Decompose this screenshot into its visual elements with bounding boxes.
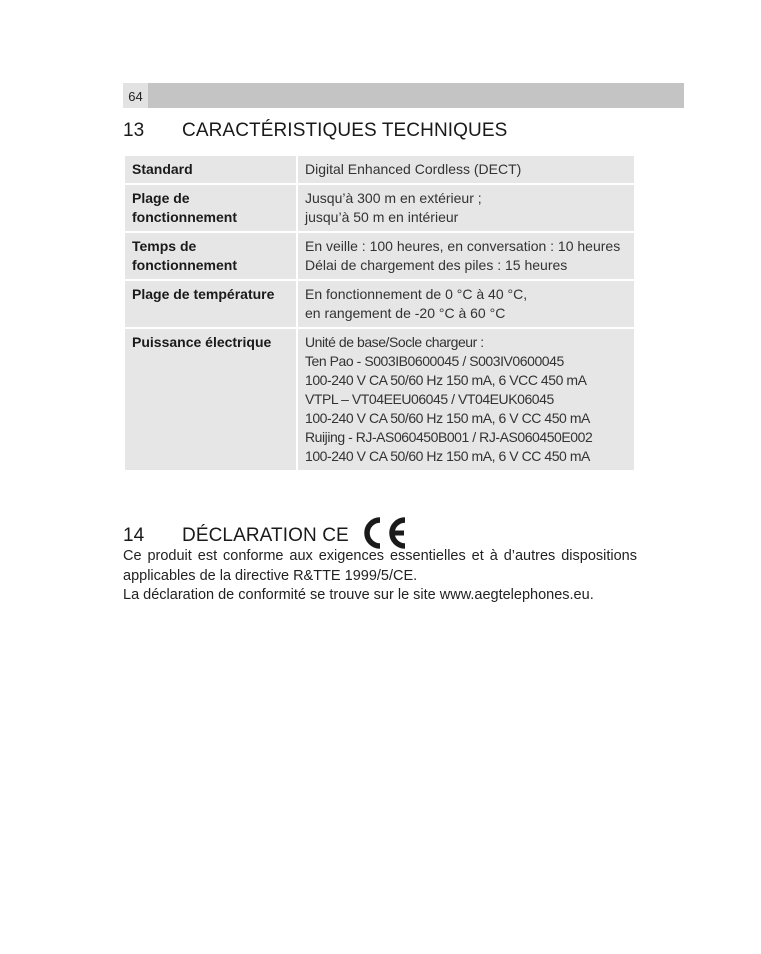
spec-label: Puissance électrique [125,329,296,470]
table-row [125,185,634,231]
spec-value-line: VTPL – VT04EEU06045 / VT04EUK06045 [305,391,554,407]
spec-value-line: en rangement de -20 °C à 60 °C [305,305,506,321]
page-number: 64 [123,83,148,108]
ce-mark-icon [358,516,410,550]
spec-value [298,281,634,327]
spec-value [298,233,634,279]
spec-value [298,156,634,183]
table-row [125,281,634,327]
spec-value [298,185,634,231]
spec-value-line: 100-240 V CA 50/60 Hz 150 mA, 6 VCC 450 mA [305,372,587,388]
section-13-title: CARACTÉRISTIQUES TECHNIQUES [182,120,508,141]
spec-value-line: Digital Enhanced Cordless (DECT) [305,161,522,177]
spec-value [298,329,634,470]
spec-value-line: jusqu’à 50 m en intérieur [305,209,459,225]
declaration-paragraph: Ce produit est conforme aux exigences essentielles et à d’autres dispositions applicables de la directive R&TTE 1999/5/CE. [123,548,637,584]
table-row [125,329,634,470]
ce-declaration-text [123,547,637,606]
declaration-paragraph: La déclaration de conformité se trouve sur le site www.aegtelephones.eu. [123,587,594,603]
spec-value-line: Jusqu’à 300 m en extérieur ; [305,190,482,206]
section-14-title: DÉCLARATION CE [182,525,349,546]
spec-label: Standard [125,156,296,183]
table-row [125,156,634,183]
spec-value-line: En fonctionnement de 0 °C à 40 °C, [305,286,528,302]
spec-value-line: Délai de chargement des piles : 15 heures [305,257,568,273]
section-14-number: 14 [123,525,145,546]
section-13-number: 13 [123,120,145,141]
header-bar [123,83,684,108]
spec-value-line: 100-240 V CA 50/60 Hz 150 mA, 6 V CC 450 mA [305,448,590,464]
spec-label: Plage de température [125,281,296,327]
spec-value-line: Ten Pao - S003IB0600045 / S003IV0600045 [305,353,564,369]
section-13-heading [123,120,507,142]
section-14-heading [123,516,410,550]
spec-value-line: En veille : 100 heures, en conversation : 10 heures [305,238,621,254]
specifications-table [123,154,636,472]
spec-label: Temps de fonctionnement [125,233,296,279]
table-row [125,233,634,279]
spec-label: Plage de fonctionnement [125,185,296,231]
spec-value-line: Unité de base/Socle chargeur : [305,334,484,350]
spec-value-line: Ruijing - RJ-AS060450B001 / RJ-AS060450E002 [305,429,593,445]
spec-value-line: 100-240 V CA 50/60 Hz 150 mA, 6 V CC 450 mA [305,410,590,426]
